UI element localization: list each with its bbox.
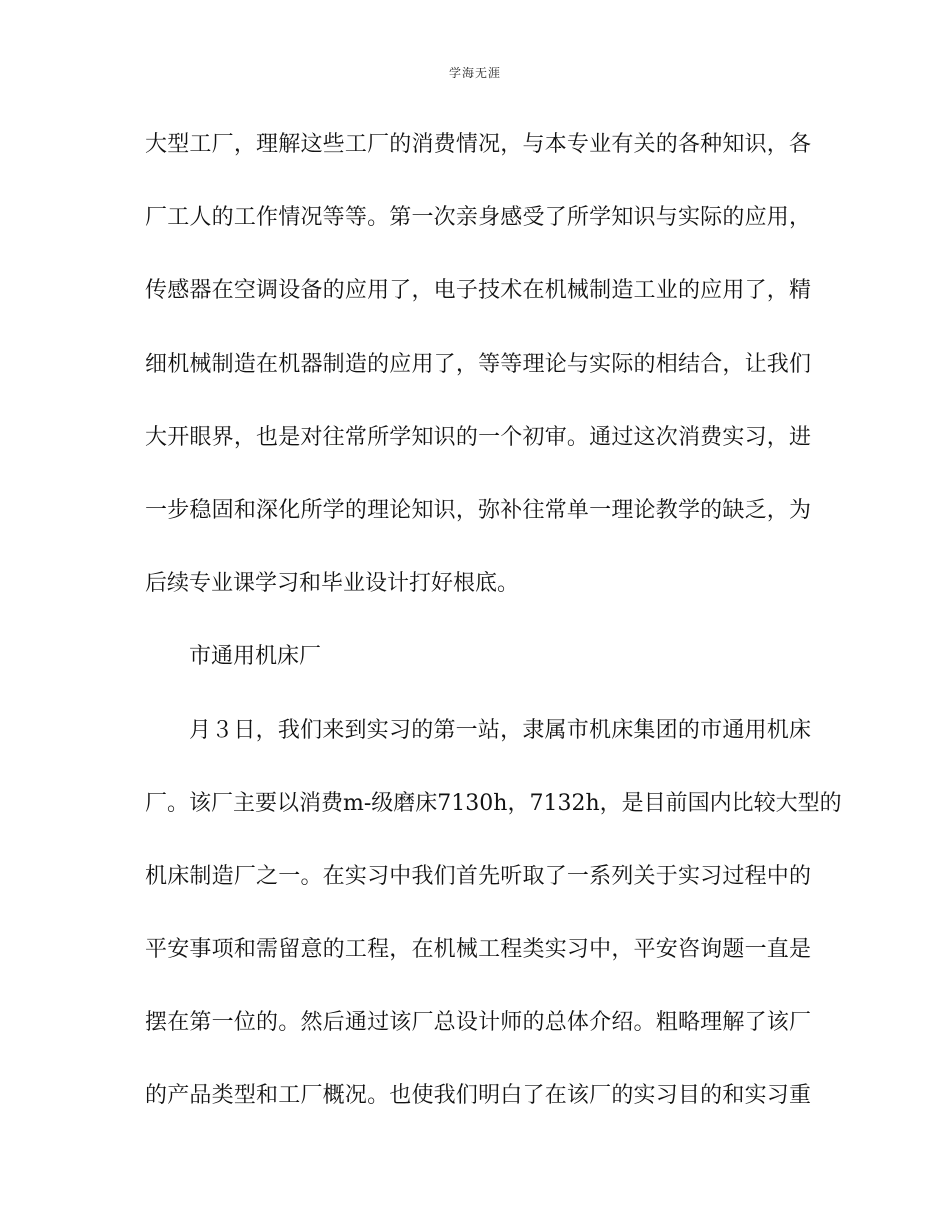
section-heading: 市通用机床厂 [189,644,322,670]
paragraph-line: 后续专业课学习和毕业设计打好根底。 [145,571,520,597]
paragraph-line: 大开眼界，也是对往常所学知识的一个初审。通过这次消费实习，进 [145,424,811,450]
paragraph-line: 机床制造厂之一。在实习中我们首先听取了一系列关于实习过程中的 [145,863,811,889]
page-header: 学海无涯 [448,66,501,80]
paragraph-line: 的产品类型和工厂概况。也使我们明白了在该厂的实习目的和实习重 [145,1083,811,1109]
paragraph-line: 厂工人的工作情况等等。第一次亲身感受了所学知识与实际的应用， [145,205,811,231]
paragraph-line: 摆在第一位的。然后通过该厂总设计师的总体介绍。粗略理解了该厂 [145,1010,811,1036]
paragraph-line: 一步稳固和深化所学的理论知识，弥补往常单一理论教学的缺乏，为 [145,497,811,523]
document-body [145,125,842,1150]
paragraph-line: 大型工厂，理解这些工厂的消费情况，与本专业有关的各种知识，各 [145,132,811,157]
paragraph-line: 传感器在空调设备的应用了，电子技术在机械制造工业的应用了，精 [145,278,811,304]
paragraph-line: 月３日，我们来到实习的第一站，隶属市机床集团的市通用机床 [189,717,811,743]
paragraph-line: 平安事项和需留意的工程，在机械工程类实习中，平安咨询题一直是 [145,937,811,963]
paragraph-line: 厂。该厂主要以消费m-级磨床7130h，7132h，是目前国内比较大型的 [145,790,842,816]
paragraph-line: 细机械制造在机器制造的应用了，等等理论与实际的相结合，让我们 [145,351,811,377]
